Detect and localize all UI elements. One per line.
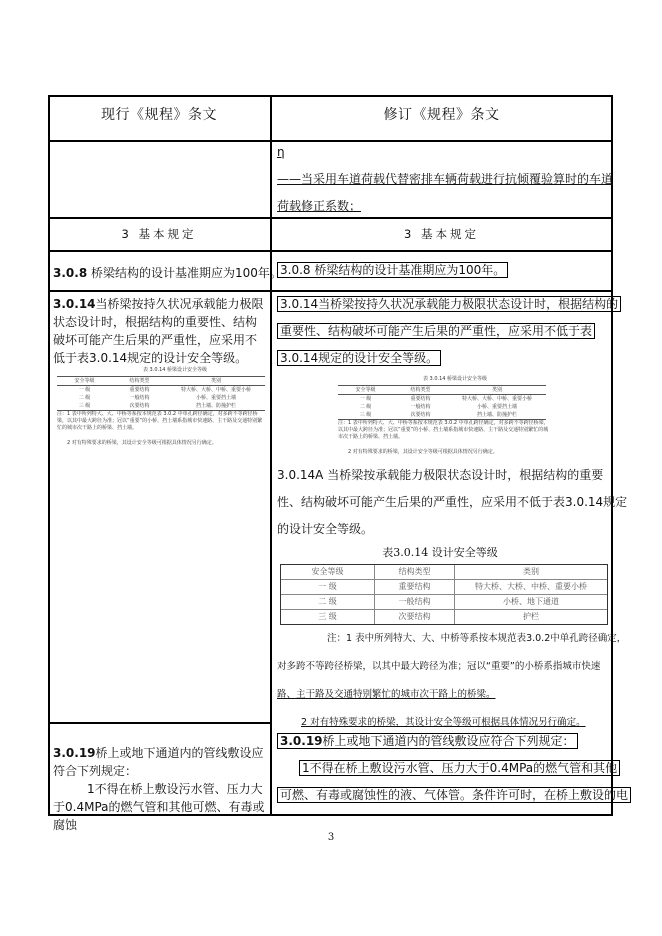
column-header-revised: 修订《规程》条文 bbox=[383, 107, 500, 123]
table-cell: 一般结构 bbox=[410, 404, 431, 410]
clause-number: 3.0.8 bbox=[53, 266, 88, 280]
clause-number: 3.0.19 bbox=[280, 734, 323, 748]
table-cell: 三 级 bbox=[281, 610, 375, 624]
clause-text: 当桥梁按持久状况承载能力极限状态设计时，根据结构的重要性、结构破坏可能产生后果的严重性，应采用不低于表3.0.14规定的设计安全等级。 bbox=[53, 297, 264, 365]
clause-text-line3: 3.0.14规定的设计安全等级。 bbox=[277, 350, 441, 366]
section-title-right: 3 基本规定 bbox=[404, 227, 479, 241]
table-divider bbox=[48, 722, 270, 724]
clause-text-line2: 性、结构破坏可能产生后果的严重性，应采用不低于表3.0.14规定 bbox=[277, 495, 628, 509]
table-header: 结构类型 bbox=[375, 565, 455, 579]
eta-definition-line2: 荷载修正系数； bbox=[277, 199, 362, 213]
table-cell: 三 级 bbox=[359, 412, 372, 418]
table-header: 类别 bbox=[523, 567, 539, 576]
table-cell: 小桥、重要挡土墙 bbox=[195, 395, 236, 401]
clause-3014A bbox=[277, 462, 628, 543]
table-cell: 特大桥、大桥、中桥、重要小桥 bbox=[461, 396, 532, 402]
mini-safety-table bbox=[338, 385, 546, 420]
table-header: 类别 bbox=[491, 387, 502, 393]
table-cell: 挡土墙、防撞护栏 bbox=[476, 412, 517, 418]
mini-table-note-2: 2 对有特殊要求的桥梁，其设计安全等级可根据具体情况另行确定。 bbox=[348, 449, 498, 455]
table-cell: 二 级 bbox=[359, 404, 372, 410]
page-number: 3 bbox=[327, 832, 335, 843]
clause-3019-left bbox=[53, 744, 268, 834]
eta-symbol: η bbox=[277, 145, 285, 159]
table-cell: 一 级 bbox=[281, 580, 375, 594]
clause-text: 桥梁结构的设计基准期应为100年。 bbox=[87, 266, 282, 280]
table-row bbox=[281, 595, 607, 610]
table-header: 类别 bbox=[210, 378, 221, 384]
table-cell: 三 级 bbox=[78, 403, 91, 409]
clause-number: 3.0.19 bbox=[53, 746, 96, 760]
table-row bbox=[338, 403, 546, 411]
table-cell: 特大桥、大桥、中桥、重要小桥 bbox=[475, 582, 587, 591]
clause-308-right bbox=[277, 261, 508, 279]
table-cell: 重要结构 bbox=[410, 396, 431, 402]
table-row bbox=[338, 395, 546, 403]
section-title-left: 3 基本规定 bbox=[121, 227, 197, 241]
table-column-divider bbox=[270, 95, 272, 815]
table-header: 结构类型 bbox=[129, 378, 150, 384]
table-header: 结构类型 bbox=[410, 387, 431, 393]
table-cell: 二 级 bbox=[281, 595, 375, 609]
table-cell: 次要结构 bbox=[410, 412, 431, 418]
table-cell: 一般结构 bbox=[375, 595, 455, 609]
table-header: 安全等级 bbox=[74, 378, 95, 384]
table-header-row bbox=[281, 565, 607, 580]
table-row bbox=[57, 394, 265, 402]
table-cell: 特大桥、大桥、中桥、重要小桥 bbox=[180, 387, 251, 393]
clause-3019-right bbox=[277, 728, 629, 809]
table-cell: 小桥、重要挡土墙 bbox=[476, 404, 517, 410]
mini-safety-table bbox=[57, 376, 265, 411]
clause-text-line2: 重要性、结构破坏可能产生后果的严重性，应采用不低于表 bbox=[277, 323, 595, 339]
clause-308-left bbox=[53, 264, 282, 282]
table-border-left bbox=[48, 95, 50, 815]
table-cell: 小桥、地下通道 bbox=[503, 597, 559, 606]
note-1-line1: 注：1 表中所列特大、大、中桥等系按本规范表3.0.2中单孔跨径确定， bbox=[327, 633, 627, 644]
table-row bbox=[281, 580, 607, 595]
table-header: 安全等级 bbox=[355, 387, 376, 393]
table-row bbox=[338, 411, 546, 419]
clause-text-line1: 3.0.14当桥梁按持久状况承载能力极限状态设计时，根据结构的 bbox=[277, 296, 621, 312]
eta-definition-line1: ——当采用车道荷载代替密排车辆荷载进行抗倾覆验算时的车道 bbox=[277, 172, 614, 186]
clause-text-line2: 1不得在桥上敷设污水管、压力大于0.4MPa的燃气管和其他 bbox=[299, 760, 620, 776]
mini-table-title: 表 3.0.14 桥梁设计安全等级 bbox=[142, 367, 208, 373]
clause-text-line3: 可燃、有毒或腐蚀性的液、气体管。条件许可时，在桥上敷设的电 bbox=[277, 787, 631, 803]
mini-table-note-2: 2 对有特殊要求的桥梁，其设计安全等级可根据具体情况另行确定。 bbox=[67, 440, 217, 446]
mini-table-note-1: 注：1 表中所列特大、大、中桥等系按本规范表 3.0.2 中单孔跨径确定，对多跨不等跨径桥梁，以其中最大跨径为准；冠以“重要”的小桥、挡土墙系指城市快速路、主干路及交通特别繁忙的城市次干路上的桥梁、挡土墙。 bbox=[57, 411, 263, 431]
clause-text-line1: 桥上或地下通道内的管线敷设应符合下列规定： bbox=[322, 734, 575, 748]
table-divider bbox=[48, 250, 613, 252]
table-header: 安全等级 bbox=[281, 565, 375, 579]
note-2: 2 对有特殊要求的桥梁，其设计安全等级可根据具体情况另行确定。 bbox=[301, 717, 586, 728]
clause-text: 桥上或地下通道内的管线敷设应符合下列规定： bbox=[53, 746, 264, 778]
table-row bbox=[281, 610, 607, 624]
column-header-current: 现行《规程》条文 bbox=[101, 107, 217, 123]
table-header-row bbox=[338, 386, 546, 395]
design-table-notes bbox=[277, 625, 627, 737]
table-cell: 一 级 bbox=[359, 396, 372, 402]
clause-text-line3: 的设计安全等级。 bbox=[277, 522, 374, 536]
table-cell: 二 级 bbox=[78, 395, 91, 401]
table-cell: 重要结构 bbox=[129, 387, 150, 393]
clause-number: 3.0.14 bbox=[53, 297, 96, 311]
table-cell: 挡土墙、防撞护栏 bbox=[195, 403, 236, 409]
clause-item-1: 1不得在桥上敷设污水管、压力大于0.4MPa的燃气管和其他可燃、有毒或腐蚀 bbox=[53, 782, 265, 832]
mini-table-note-1: 注：1 表中所列特大、大、中桥等系按本规范表 3.0.2 中单孔跨径确定，对多跨不等跨径桥梁，以其中最大跨径为准；冠以“重要”的小桥、挡土墙系指城市快速路、主干路及交通特别繁忙的城市次干路上的桥梁、挡土墙。 bbox=[338, 420, 549, 440]
clause-3014-left bbox=[53, 295, 268, 367]
table-cell: 护栏 bbox=[523, 612, 539, 621]
table-cell: 重要结构 bbox=[375, 580, 455, 594]
table-row bbox=[57, 386, 265, 394]
clause-text: 3.0.8 桥梁结构的设计基准期应为100年。 bbox=[277, 262, 508, 278]
table-cell: 次要结构 bbox=[129, 403, 150, 409]
clause-3014-right bbox=[277, 291, 619, 372]
table-cell: 一般结构 bbox=[129, 395, 150, 401]
mini-table-title: 表 3.0.14 桥梁设计安全等级 bbox=[422, 376, 488, 382]
clause-text-line1: 3.0.14A 当桥梁按承载能力极限状态设计时，根据结构的重要 bbox=[277, 468, 604, 482]
eta-definition bbox=[277, 139, 613, 220]
design-safety-table bbox=[280, 564, 608, 625]
table-header-row bbox=[57, 377, 265, 386]
table-cell: 次要结构 bbox=[375, 610, 455, 624]
note-1-line3: 路、主干路及交通特别繁忙的城市次干路上的桥梁。 bbox=[277, 689, 496, 700]
design-safety-table-title: 表3.0.14 设计安全等级 bbox=[382, 546, 498, 559]
note-1-line2: 对多跨不等跨径桥梁，以其中最大跨径为准；冠以“重要”的小桥系指城市快速 bbox=[277, 661, 601, 672]
table-row bbox=[57, 402, 265, 410]
table-cell: 一 级 bbox=[78, 387, 91, 393]
